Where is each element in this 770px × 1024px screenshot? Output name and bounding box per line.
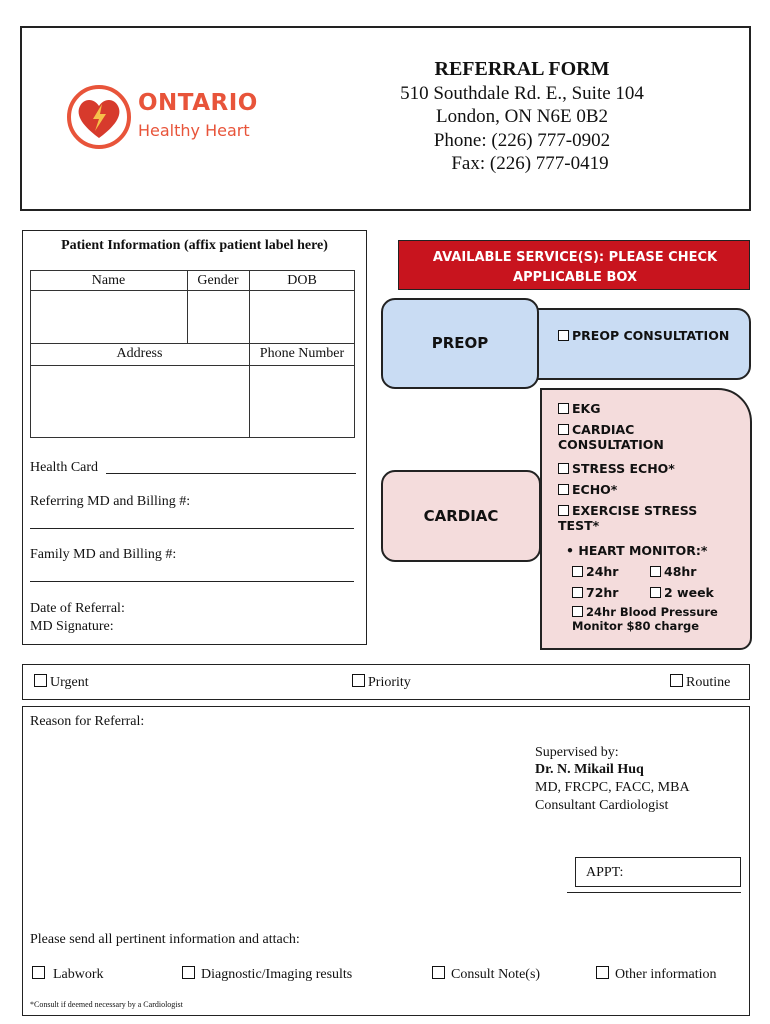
appt-label: APPT: [586, 865, 624, 880]
col-dob: DOB [287, 273, 317, 288]
labwork-checkbox[interactable] [32, 966, 45, 979]
monitor-72hr-checkbox[interactable] [572, 587, 583, 598]
priority-checkbox[interactable] [352, 674, 365, 687]
other-information-checkbox[interactable] [596, 966, 609, 979]
ekg-option[interactable] [558, 401, 601, 416]
ekg-text: EKG [572, 401, 601, 416]
consult-notes-option[interactable] [432, 966, 540, 983]
logo [66, 82, 266, 154]
col-name: Name [91, 273, 126, 288]
labwork-option[interactable] [32, 966, 104, 983]
bp-monitor-option[interactable] [572, 606, 732, 634]
preop-consultation-text: PREOP CONSULTATION [572, 328, 730, 343]
labwork-text: Labwork [53, 967, 104, 982]
priority-option[interactable] [352, 674, 411, 691]
other-information-text: Other information [615, 967, 717, 982]
monitor-24hr-checkbox[interactable] [572, 566, 583, 577]
cardiac-label: CARDIAC [423, 507, 499, 525]
routine-checkbox[interactable] [670, 674, 683, 687]
imaging-results-checkbox[interactable] [182, 966, 195, 979]
preop-label: PREOP [431, 334, 489, 352]
urgent-option[interactable] [34, 674, 89, 691]
gender-field[interactable] [188, 291, 248, 342]
preop-items-box [515, 308, 751, 380]
urgent-checkbox[interactable] [34, 674, 47, 687]
monitor-2week-text: 2 week [664, 585, 714, 600]
stress-echo-checkbox[interactable] [558, 463, 569, 474]
referring-md-label: Referring MD and Billing #: [30, 494, 191, 509]
health-card-field[interactable] [106, 473, 356, 474]
echo-text: ECHO* [572, 482, 618, 497]
fax-number: Fax: (226) 777-0419 [451, 153, 609, 174]
appt-underline [567, 892, 741, 893]
address-line-1: 510 Southdale Rd. E., Suite 104 [400, 83, 644, 104]
logo-word-ontario: ONTARIO [138, 90, 258, 116]
health-card-label: Health Card [30, 460, 99, 475]
address-field[interactable] [31, 366, 248, 437]
family-md-label: Family MD and Billing #: [30, 547, 177, 562]
md-signature-label: MD Signature: [30, 619, 114, 634]
doctor-credentials: MD, FRCPC, FACC, MBA [535, 780, 690, 795]
attach-note: Please send all pertinent information and attach: [30, 932, 300, 947]
exercise-stress-test-text: EXERCISE STRESS TEST* [558, 503, 698, 533]
imaging-results-option[interactable] [182, 966, 352, 983]
other-information-option[interactable] [596, 966, 716, 983]
cardiac-consultation-text: CARDIAC CONSULTATION [558, 422, 664, 452]
logo-word-healthy-heart: Healthy Heart [138, 121, 250, 140]
monitor-48hr-option[interactable] [650, 564, 696, 579]
monitor-48hr-text: 48hr [664, 564, 697, 579]
preop-consultation-checkbox[interactable] [558, 330, 569, 341]
consult-notes-text: Consult Note(s) [451, 967, 541, 982]
preop-consultation-option[interactable] [558, 328, 738, 343]
heart-monitor-heading [566, 543, 707, 558]
monitor-72hr-option[interactable] [572, 585, 618, 600]
routine-option[interactable] [670, 674, 730, 691]
heart-monitor-text: HEART MONITOR:* [578, 543, 708, 558]
doctor-name: Dr. N. Mikail Huq [535, 762, 644, 777]
phone-field[interactable] [250, 366, 354, 437]
bp-monitor-checkbox[interactable] [572, 606, 583, 617]
col-gender: Gender [197, 273, 239, 288]
stress-echo-option[interactable] [558, 461, 675, 476]
monitor-2week-option[interactable] [650, 585, 714, 600]
bullet-icon: • [566, 543, 574, 558]
reason-for-referral-label: Reason for Referral: [30, 714, 145, 729]
services-banner-text: AVAILABLE SERVICE(S): PLEASE CHECK APPLICABLE BOX [432, 250, 718, 285]
echo-option[interactable] [558, 482, 617, 497]
patient-info-heading: Patient Information (affix patient label here) [61, 238, 328, 253]
cardiac-consultation-option[interactable] [558, 422, 698, 452]
date-of-referral-label: Date of Referral: [30, 601, 125, 616]
name-field[interactable] [31, 291, 186, 342]
reason-field[interactable] [30, 734, 500, 914]
bp-monitor-text: 24hr Blood Pressure Monitor $80 charge [572, 605, 718, 633]
monitor-24hr-text: 24hr [586, 564, 619, 579]
footnote: *Consult if deemed necessary by a Cardiologist [30, 1000, 183, 1009]
family-md-field[interactable] [30, 581, 354, 582]
doctor-role: Consultant Cardiologist [535, 798, 669, 813]
echo-checkbox[interactable] [558, 484, 569, 495]
ekg-checkbox[interactable] [558, 403, 569, 414]
col-address: Address [116, 346, 163, 361]
consult-notes-checkbox[interactable] [432, 966, 445, 979]
cardiac-consultation-checkbox[interactable] [558, 424, 569, 435]
stress-echo-text: STRESS ECHO* [572, 461, 675, 476]
referring-md-field[interactable] [30, 528, 354, 529]
exercise-stress-test-option[interactable] [558, 503, 708, 533]
col-phone-number: Phone Number [259, 346, 345, 361]
form-title: REFERRAL FORM [434, 58, 610, 80]
monitor-2week-checkbox[interactable] [650, 587, 661, 598]
dob-field[interactable] [250, 291, 354, 342]
monitor-72hr-text: 72hr [586, 585, 619, 600]
priority-text: Priority [368, 675, 411, 690]
phone-number: Phone: (226) 777-0902 [433, 130, 611, 151]
urgent-text: Urgent [50, 675, 89, 690]
imaging-results-text: Diagnostic/Imaging results [201, 967, 353, 982]
supervised-by-label: Supervised by: [535, 745, 619, 760]
routine-text: Routine [686, 675, 731, 690]
monitor-24hr-option[interactable] [572, 564, 618, 579]
exercise-stress-test-checkbox[interactable] [558, 505, 569, 516]
heart-lightning-icon [66, 82, 132, 152]
monitor-48hr-checkbox[interactable] [650, 566, 661, 577]
address-line-2: London, ON N6E 0B2 [435, 106, 609, 127]
